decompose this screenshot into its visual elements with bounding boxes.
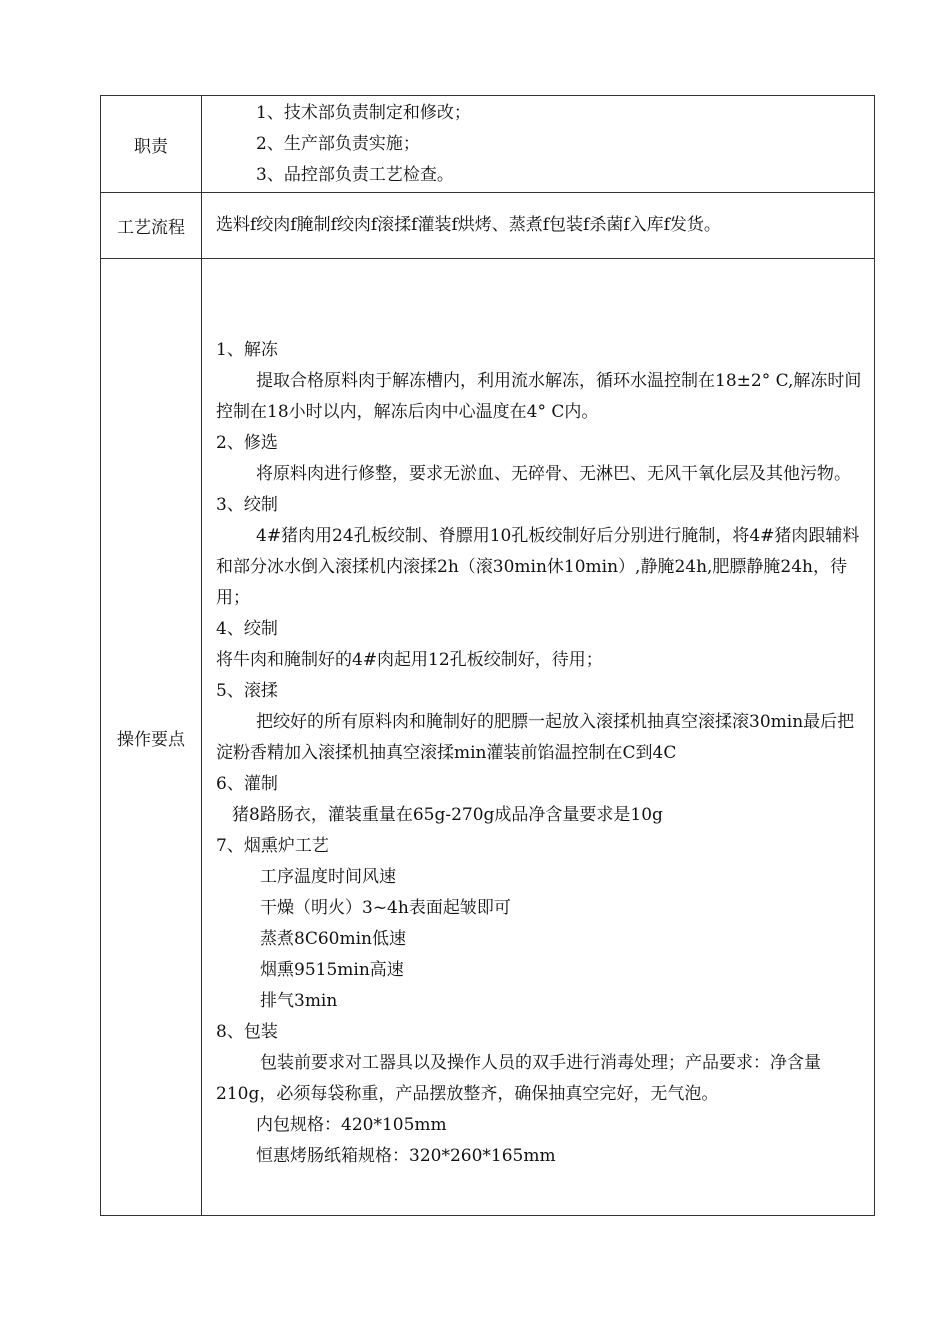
- section-thaw-title: 1、解冻: [216, 340, 278, 360]
- responsibility-label: 职责: [101, 96, 202, 193]
- smoke-line-5: 排气3min: [260, 991, 338, 1011]
- smoke-line-4: 烟熏9515min高速: [260, 960, 404, 980]
- section-fill-title: 6、灌制: [216, 774, 278, 794]
- operation-points-label: 操作要点: [101, 259, 202, 1216]
- section-tumble-title: 5、滚揉: [216, 681, 278, 701]
- smoke-line-1: 工序温度时间风速: [260, 867, 396, 887]
- responsibility-line-3: 3、品控部负责工艺检查。: [256, 164, 454, 185]
- section-pack-title: 8、包装: [216, 1022, 278, 1042]
- section-pack-text: 包装前要求对工器具以及操作人员的双手进行消毒处理；产品要求：净含量210g，必须每袋称重，产品摆放整齐，确保抽真空完好，无气泡。: [216, 1053, 821, 1104]
- section-fill-text: 猪8路肠衣，灌装重量在65g-270g成品净含量要求是10g: [232, 805, 663, 825]
- smoke-line-2: 干燥（明火）3~4h表面起皱即可: [260, 898, 511, 918]
- pack-line-2: 恒惠烤肠纸箱规格：320*260*165mm: [256, 1146, 556, 1166]
- section-tumble-text: 把绞好的所有原料肉和腌制好的肥膘一起放入滚揉机抽真空滚揉滚30min最后把淀粉香精加入滚揉机抽真空滚揉min灌装前馅温控制在C到4C: [216, 712, 855, 763]
- process-flow-label: 工艺流程: [101, 193, 202, 259]
- responsibility-content: [202, 96, 875, 193]
- process-flow-row: [101, 193, 875, 259]
- section-trim-title: 2、修选: [216, 433, 278, 453]
- section-smoke-title: 7、烟熏炉工艺: [216, 836, 329, 856]
- smoke-line-3: 蒸煮8C60min低速: [260, 929, 406, 949]
- section-grind-text: 4#猪肉用24孔板绞制、脊膘用10孔板绞制好后分别进行腌制，将4#猪肉跟辅料和部分冰水倒入滚揉机内滚揉2h（滚30min休10min）,静腌24h,肥膘静腌24h，待用；: [216, 526, 860, 608]
- section-thaw-text: 提取合格原料肉于解冻槽内，利用流水解冻，循环水温控制在18±2° C,解冻时间控制在18小时以内，解冻后肉中心温度在4° C内。: [216, 371, 862, 422]
- operation-points-row: [101, 259, 875, 1216]
- operation-points-content: [202, 259, 875, 1216]
- responsibility-line-2: 2、生产部负责实施；: [256, 133, 420, 154]
- pack-line-1: 内包规格：420*105mm: [256, 1115, 447, 1135]
- section-trim-text: 将原料肉进行修整，要求无淤血、无碎骨、无淋巴、无风干氧化层及其他污物。: [256, 464, 851, 484]
- section-grind2-text: 将牛肉和腌制好的4#肉起用12孔板绞制好，待用；: [216, 650, 603, 670]
- responsibility-line-1: 1、技术部负责制定和修改；: [256, 102, 471, 123]
- process-spec-table: [100, 95, 875, 1216]
- process-flow-text: 选料f绞肉f腌制f绞肉f滚揉f灌装f烘烤、蒸煮f包装f杀菌f入库f发货。: [216, 215, 721, 235]
- section-grind2-title: 4、绞制: [216, 619, 278, 639]
- section-grind-title: 3、绞制: [216, 495, 278, 515]
- responsibility-row: [101, 96, 875, 193]
- process-flow-content: [202, 193, 875, 259]
